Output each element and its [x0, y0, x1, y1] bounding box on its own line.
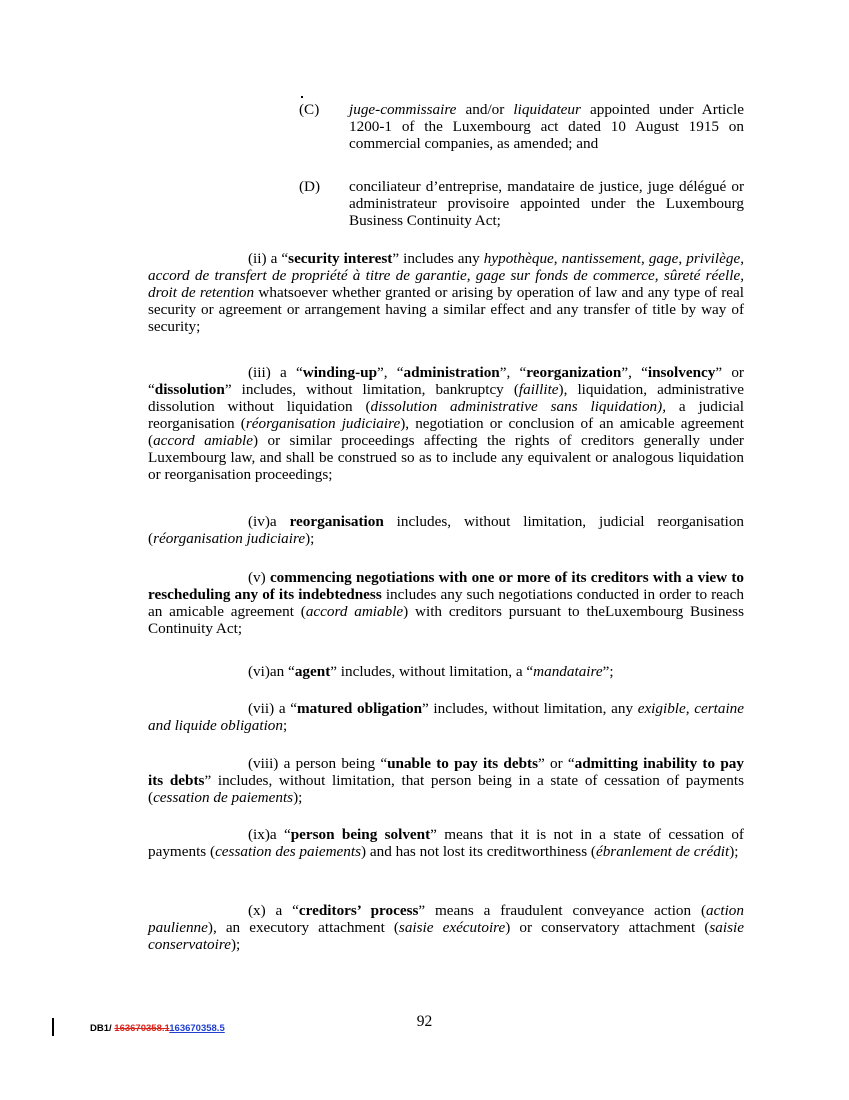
text-run: (viii) a person being “ [248, 755, 388, 772]
italic-term: accord amiable [305, 603, 404, 620]
bold-term: person being solvent [290, 826, 431, 843]
text-run: ” means a fraudulent conveyance action ( [418, 902, 707, 919]
italic-term: dissolution administrative sans liquidation), [370, 398, 666, 415]
text-run: ”, “ [499, 364, 527, 381]
change-bar [52, 1018, 54, 1036]
bold-term: dissolution [154, 381, 225, 398]
text-run: (ix)a “ [248, 826, 291, 843]
text-run: ) with creditors pursuant to theLuxembourg Business Continuity Act; [148, 603, 744, 637]
text-run: ”; [602, 663, 614, 680]
text-run: ” includes, without limitation, a “ [330, 663, 534, 680]
text-run: (vii) a “ [248, 700, 297, 717]
bold-term: reorganization [526, 364, 622, 381]
text-run: and/or [456, 101, 514, 118]
deleted-doc-id: 163670358.1 [114, 1023, 170, 1034]
item-label: (D) [299, 178, 321, 195]
bold-term: security interest [288, 250, 393, 267]
text-run: ); [230, 936, 241, 953]
text-run: ), an executory attachment ( [207, 919, 399, 936]
italic-term: réorganisation judiciaire [245, 415, 401, 432]
text-run: ), negotiation or conclusion of an amicable agreement ( [148, 415, 744, 449]
stray-dot [301, 96, 303, 98]
text-run: (iii) a “ [248, 364, 303, 381]
text-run: ” includes, without limitation, that person being in a state of cessation of payments ( [148, 772, 744, 806]
text-run: ” includes, without limitation, bankruptcy ( [224, 381, 519, 398]
italic-term: faillite [518, 381, 559, 398]
text-run: whatsoever whether granted or arising by operation of law and any type of real security or agreement or arrangement having a similar effect and any transfer of title by way of security; [148, 284, 745, 335]
text-run: ” or “ [148, 364, 744, 398]
item-text [349, 178, 744, 229]
italic-term: privilège [686, 250, 741, 267]
paragraph-iii [148, 364, 744, 483]
bold-term: unable to pay its debts [387, 755, 539, 772]
italic-term: liquidateur [513, 101, 581, 118]
italic-term: juge-commissaire [349, 101, 457, 118]
text-run: a judicial reorganisation ( [148, 398, 744, 432]
inserted-doc-id: 163670358.5 [169, 1023, 225, 1034]
italic-term: exigible, certaine and liquide obligation [148, 700, 744, 734]
document-id [90, 1023, 225, 1035]
text-run: ” includes any [392, 250, 484, 267]
text-run: ” includes, without limitation, any [422, 700, 638, 717]
text-run: , [553, 250, 562, 267]
paragraph-x [148, 902, 744, 953]
text-run: ”, “ [377, 364, 404, 381]
paragraph-iv [148, 513, 744, 547]
text-run: (x) a “ [248, 902, 299, 919]
italic-term: saisie exécutoire [398, 919, 506, 936]
bold-term: agent [294, 663, 331, 680]
text-run: ); [293, 789, 303, 806]
text-run: (iv)a [248, 513, 290, 530]
bold-term: insolvency [647, 364, 716, 381]
italic-term: nantissement [561, 250, 641, 267]
text-run: appointed under Article 1200-1 of the Luxembourg act dated 10 August 1915 on commercial companies, as amended; and [349, 101, 744, 152]
item-label: (C) [299, 101, 320, 118]
item-text [349, 101, 744, 152]
bold-term: creditors’ process [298, 902, 419, 919]
italic-term: saisie conservatoire [148, 919, 744, 953]
list-item-d [299, 178, 744, 229]
list-item-c [299, 101, 744, 152]
bold-term: admitting inability to pay its debts [148, 755, 744, 789]
bold-term: administration [403, 364, 500, 381]
paragraph-viii [148, 755, 744, 806]
doc-id-prefix: DB1/ [90, 1023, 115, 1034]
text-run: includes, without limitation, judicial reorganisation ( [148, 513, 745, 547]
text-run: (ii) a “ [248, 250, 289, 267]
page-number: 92 [416, 1013, 433, 1030]
italic-term: accord de transfert de propriété à titre de garantie, gage sur fonds de commerce, sûreté réelle, droit de retention [148, 267, 744, 301]
text-run: conciliateur d’entreprise, mandataire de justice, juge délégué or administrateur provisoire appointed under the Luxembourg Business Continuity Act; [349, 178, 744, 229]
text-run: ” means that it is not in a state of cessation of payments ( [148, 826, 744, 860]
italic-term: réorganisation judiciaire [153, 530, 306, 547]
italic-term: hypothèque [483, 250, 554, 267]
italic-term: cessation des paiements [215, 843, 362, 860]
italic-term: ébranlement de crédit [595, 843, 730, 860]
text-run: , [740, 250, 744, 267]
text-run: ); [729, 843, 739, 860]
text-run: ; [283, 717, 288, 734]
text-run: ” or “ [538, 755, 575, 772]
bold-term: winding-up [302, 364, 378, 381]
italic-term: cessation de paiements [153, 789, 294, 806]
italic-term: accord amiable [153, 432, 254, 449]
text-run: ”, “ [621, 364, 648, 381]
text-run: (vi)an “ [248, 663, 295, 680]
text-run: , [678, 250, 687, 267]
text-run: (v) [248, 569, 270, 586]
italic-term: mandataire [533, 663, 603, 680]
text-run: includes any such negotiations conducted in order to reach an amicable agreement ( [148, 586, 744, 620]
text-run: ), liquidation, administrative dissolution without liquidation ( [148, 381, 744, 415]
bold-term: matured obligation [296, 700, 423, 717]
paragraph-ix [148, 826, 744, 860]
text-run: ) and has not lost its creditworthiness ( [361, 843, 596, 860]
text-run: ); [305, 530, 315, 547]
paragraph-ii [148, 250, 744, 335]
bold-term: commencing negotiations with one or more of its creditors with a view to rescheduling any of its indebtedness [148, 569, 745, 603]
text-run: ) or conservatory attachment ( [505, 919, 710, 936]
italic-term: action paulienne [148, 902, 744, 936]
paragraph-vi [148, 663, 744, 680]
paragraph-v [148, 569, 744, 637]
italic-term: gage [648, 250, 679, 267]
text-run: ) or similar proceedings affecting the rights of creditors generally under Luxembourg law, and shall be construed so as to include any equivalent or analogous liquidation or reorganisation proceedings; [148, 432, 744, 483]
bold-term: reorganisation [289, 513, 384, 530]
paragraph-vii [148, 700, 744, 734]
text-run: , [640, 250, 649, 267]
